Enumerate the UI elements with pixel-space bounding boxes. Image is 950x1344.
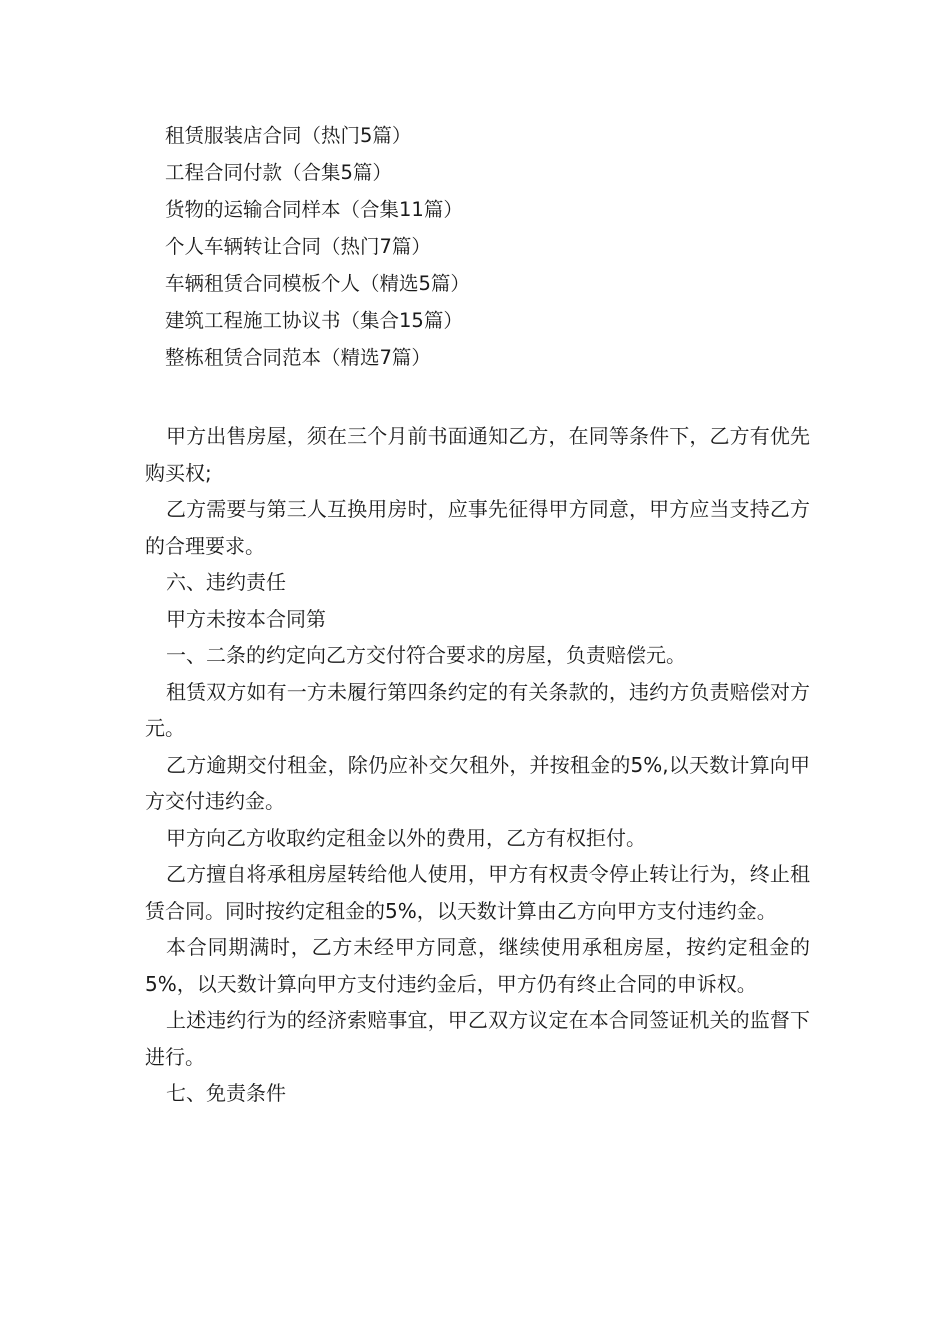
paragraph: 甲方未按本合同第 xyxy=(166,606,326,631)
section-heading: 六、违约责任 xyxy=(166,570,286,594)
related-article-link[interactable]: 个人车辆转让合同（热门7篇） xyxy=(165,235,431,258)
paragraph: 一、二条的约定向乙方交付符合要求的房屋，负责赔偿元。 xyxy=(166,643,686,667)
paragraph: 本合同期满时，乙方未经甲方同意，继续使用承租房屋，按约定租金的5%，以天数计算向甲方支付违约金后，甲方仍有终止合同的申诉权。 xyxy=(145,935,810,996)
related-article-link[interactable]: 车辆租赁合同模板个人（精选5篇） xyxy=(165,272,470,295)
related-articles-list xyxy=(165,117,865,376)
paragraph: 上述违约行为的经济索赔事宜，甲乙双方议定在本合同签证机关的监督下进行。 xyxy=(145,1008,810,1069)
paragraph: 甲方向乙方收取约定租金以外的费用，乙方有权拒付。 xyxy=(166,825,646,850)
related-article-link[interactable]: 建筑工程施工协议书（集合15篇） xyxy=(165,309,463,332)
paragraph: 乙方需要与第三人互换用房时，应事先征得甲方同意，甲方应当支持乙方的合理要求。 xyxy=(145,497,810,558)
related-article-link[interactable]: 货物的运输合同样本（合集11篇） xyxy=(165,198,463,221)
paragraph: 乙方逾期交付租金，除仍应补交欠租外，并按租金的5%,以天数计算向甲方交付违约金。 xyxy=(145,752,810,813)
related-article-link[interactable]: 租赁服装店合同（热门5篇） xyxy=(165,124,412,147)
paragraph: 甲方出售房屋，须在三个月前书面通知乙方，在同等条件下，乙方有优先购买权; xyxy=(145,424,810,485)
paragraph: 乙方擅自将承租房屋转给他人使用，甲方有权责令停止转让行为，终止租赁合同。同时按约定租金的5%，以天数计算由乙方向甲方支付违约金。 xyxy=(145,862,810,923)
section-heading: 七、免责条件 xyxy=(166,1081,286,1105)
related-article-link[interactable]: 整栋租赁合同范本（精选7篇） xyxy=(165,346,431,369)
related-article-link[interactable]: 工程合同付款（合集5篇） xyxy=(165,161,392,184)
contract-body xyxy=(145,418,810,1112)
paragraph: 租赁双方如有一方未履行第四条约定的有关条款的，违约方负责赔偿对方元。 xyxy=(145,679,810,740)
